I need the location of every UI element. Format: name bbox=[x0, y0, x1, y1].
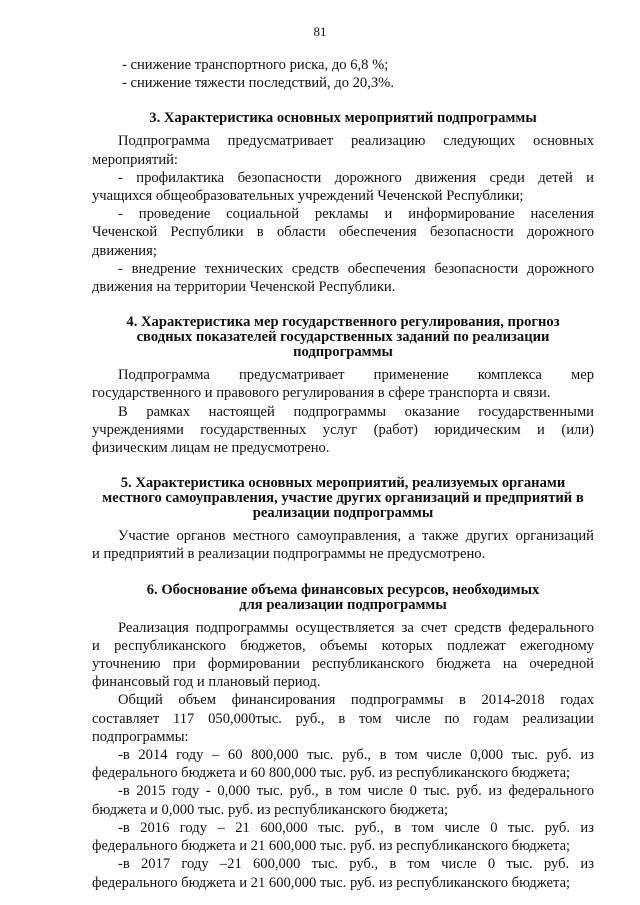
section-4-heading bbox=[92, 315, 594, 360]
funding-2014 bbox=[92, 746, 594, 782]
heading-line: для реализации подпрограммы bbox=[239, 596, 447, 613]
section-3-paragraph bbox=[92, 132, 594, 168]
text-line: уточнению при формировании республиканского бюджета на очередной bbox=[92, 656, 594, 673]
text-line: Общий объем финансирования подпрограммы в 2014-2018 годах bbox=[118, 692, 594, 709]
text-line: - профилактика безопасности дорожного движения среди детей и bbox=[118, 169, 594, 186]
heading-line: 4. Характеристика мер государственного регулирования, прогноз bbox=[126, 314, 560, 331]
page-number: 81 bbox=[313, 24, 327, 39]
text-line: составляет 117 050,000тыс. руб., в том числе по годам реализации bbox=[92, 710, 594, 727]
section-6-heading bbox=[92, 583, 594, 613]
funding-2016 bbox=[92, 819, 594, 855]
list-item: - снижение транспортного риска, до 6,8 %; bbox=[122, 57, 389, 73]
funding-2017 bbox=[92, 855, 594, 891]
text-line: Реализация подпрограммы осуществляется за счет средств федерального bbox=[118, 619, 594, 636]
text-line: Подпрограмма предусматривает применение комплекса мер bbox=[118, 367, 594, 384]
text-line: учащихся общеобразовательных учреждений Чеченской Республики; bbox=[92, 188, 524, 205]
page-content bbox=[92, 56, 594, 892]
section-3-item-1 bbox=[92, 169, 594, 205]
text-line: Участие органов местного самоуправления, а также других организаций bbox=[118, 528, 594, 545]
heading-line: реализации подпрограммы bbox=[252, 505, 434, 522]
text-line: движения; bbox=[92, 242, 157, 259]
text-line: федерального бюджета и 21 600,000 тыс. руб. из республиканского бюджета; bbox=[92, 838, 571, 855]
text-line: - проведение социальной рекламы и информирование населения bbox=[118, 206, 594, 223]
list-item: - снижение тяжести последствий, до 20,3%. bbox=[122, 75, 394, 92]
text-line: движения на территории Чеченской Республики. bbox=[92, 279, 396, 296]
section-5-paragraph bbox=[92, 527, 594, 563]
heading-line: сводных показателей государственных заданий по реализации bbox=[136, 329, 550, 346]
section-5-heading bbox=[92, 476, 594, 521]
funding-2015 bbox=[92, 782, 594, 818]
section-6-paragraph bbox=[92, 619, 594, 692]
text-line: -в 2014 году – 60 800,000 тыс. руб., в том числе 0,000 тыс. руб. из bbox=[118, 747, 594, 764]
section-3 bbox=[92, 111, 594, 296]
text-line: федерального бюджета и 21 600,000 тыс. руб. из республиканского бюджета; bbox=[92, 874, 571, 891]
section-4-paragraph bbox=[92, 366, 594, 402]
text-line: учреждениями государственных услуг (работ) юридическим и (или) bbox=[92, 421, 594, 438]
section-6 bbox=[92, 583, 594, 892]
section-3-item-3 bbox=[92, 260, 594, 296]
text-line: бюджета и 0,000 тыс. руб. из республиканского бюджета; bbox=[92, 801, 449, 818]
text-line: государственного и правового регулирования в сфере транспорта и связи. bbox=[92, 385, 551, 402]
heading-line: подпрограммы bbox=[293, 344, 393, 361]
text-line: подпрограммы: bbox=[92, 728, 189, 745]
text-line: -в 2016 году – 21 600,000 тыс. руб., в том числе 0 тыс. руб. из bbox=[118, 819, 594, 836]
text-line: и предприятий в реализации подпрограммы не предусмотрено. bbox=[92, 546, 486, 563]
heading-line: местного самоуправления, участие других организаций и предприятий в bbox=[102, 490, 584, 507]
heading-line: 6. Обоснование объема финансовых ресурсов, необходимых bbox=[146, 581, 540, 598]
text-line: Чеченской Республики в области обеспечения безопасности дорожного bbox=[92, 224, 594, 241]
text-line: -в 2015 году - 0,000 тыс. руб., в том числе 0 тыс. руб. из федерального bbox=[118, 783, 594, 800]
section-4-paragraph bbox=[92, 403, 594, 458]
section-3-heading: 3. Характеристика основных мероприятий подпрограммы bbox=[149, 110, 537, 127]
text-line: физическим лицам не предусмотрено. bbox=[92, 440, 330, 457]
text-line: и республиканского бюджетов, объемы которых подлежат ежегодному bbox=[92, 637, 594, 654]
section-3-item-2 bbox=[92, 205, 594, 260]
intro-list bbox=[92, 56, 594, 92]
heading-line: 5. Характеристика основных мероприятий, реализуемых органами bbox=[120, 475, 566, 492]
text-line: Подпрограмма предусматривает реализацию следующих основных bbox=[118, 133, 594, 150]
text-line: мероприятий: bbox=[92, 151, 178, 168]
section-5 bbox=[92, 476, 594, 563]
text-line: федерального бюджета и 60 800,000 тыс. руб. из республиканского бюджета; bbox=[92, 765, 571, 782]
text-line: - внедрение технических средств обеспечения безопасности дорожного bbox=[118, 260, 594, 277]
section-4 bbox=[92, 315, 594, 457]
text-line: В рамках настоящей подпрограммы оказание государственными bbox=[118, 403, 594, 420]
text-line: финансовый год и плановый период. bbox=[92, 674, 321, 691]
section-6-paragraph bbox=[92, 691, 594, 746]
text-line: -в 2017 году –21 600,000 тыс. руб., в том числе 0 тыс. руб. из bbox=[118, 856, 594, 873]
